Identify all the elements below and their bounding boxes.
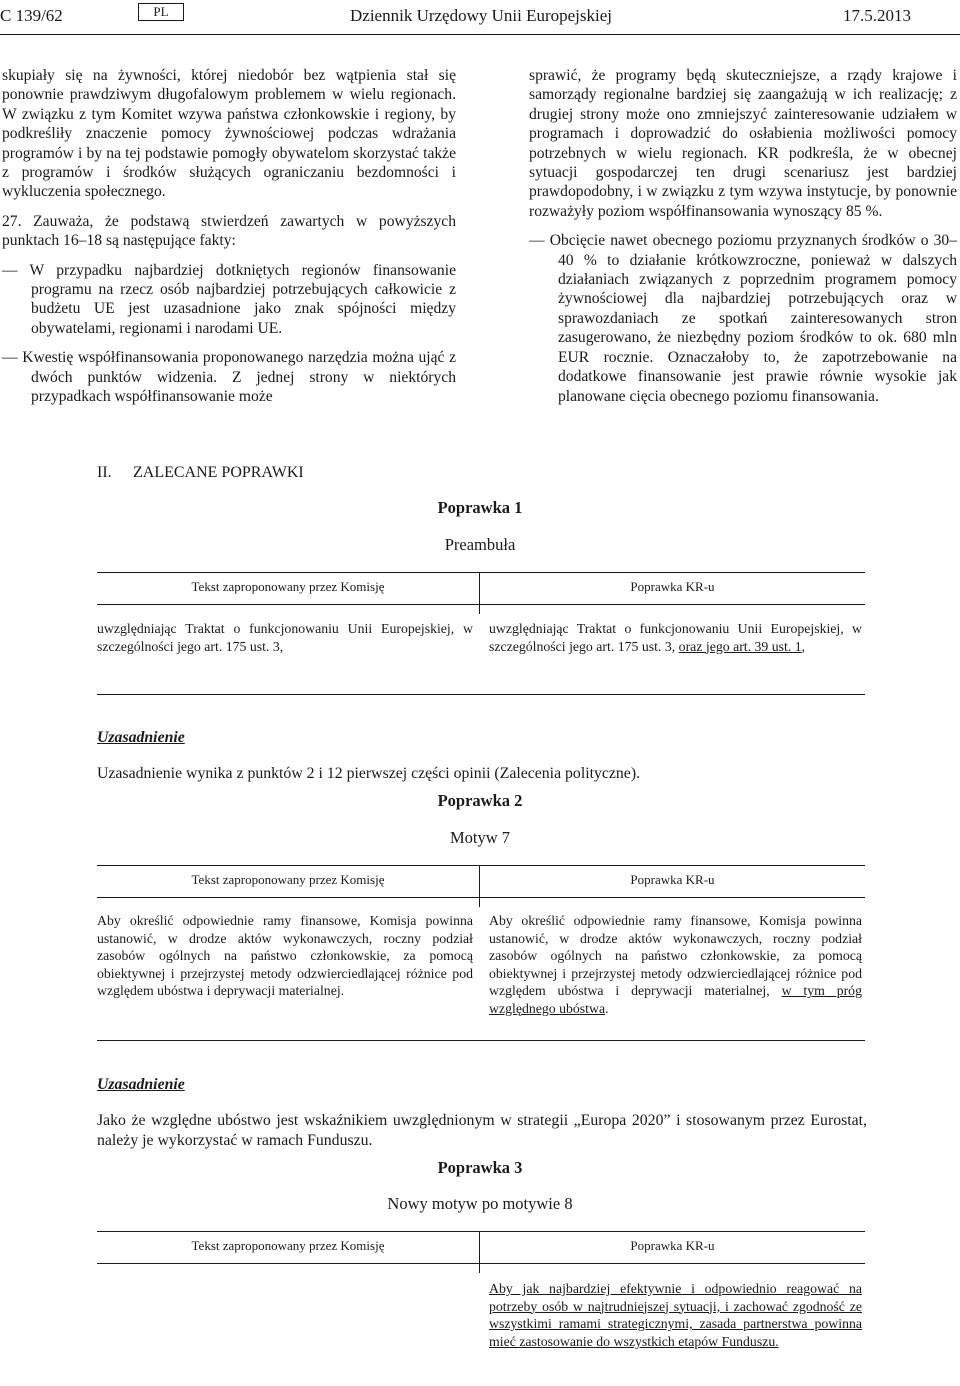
table-1-header-left: Tekst zaproponowany przez Komisję — [191, 579, 385, 594]
table-3-header-rule — [97, 1263, 865, 1264]
table-3-header-left: Tekst zaproponowany przez Komisję — [191, 1238, 385, 1253]
left-paragraph: skupiały się na żywności, której niedobór bez wątpienia stał się ponownie prawdziwym długofalowym problemem w wielu regionach. W związku z tym Komitet wzywa państwa członkowskie i regiony, by podkreśliły znaczenie pomocy żywnościowej podczas wdrażania programów i by na tej podstawie pomogły obywatelom skorzystać także z programów i środków służących ograniczaniu bezdomności i wykluczenia społecznego. — [2, 67, 456, 201]
amendment-3-inserted-text: Aby jak najbardziej efektywnie i odpowiednio reagować na potrzeby osób w najtrudniejszej sytuacji, i zachować zgodność ze wszystkimi ramami strategicznymi, zasada partnerstwa powinna mieć zastosowanie do wszystkich etapów Funduszu. — [489, 1281, 862, 1349]
table-2-header-right: Poprawka KR-u — [630, 872, 715, 887]
table-2-header-left: Tekst zaproponowany przez Komisję — [191, 872, 385, 887]
header-rule — [0, 34, 960, 35]
amendment-2-cor-text: Aby określić odpowiednie ramy finansowe, Komisja powinna ustanowić, w drodze aktów wykonawczych, roczny podział zasobów ogólnych na państwo członkowskie, za pomocą obiektywnej i przejrzystej metody odzwierciedlającej różnice pod względem ubóstwa i deprywacji materialnej, w tym próg względnego ubóstwa. — [489, 913, 862, 1016]
table-1-top-rule — [97, 572, 865, 573]
table-3-top-rule — [97, 1231, 865, 1232]
amendment-1-commission-text: uwzględniając Traktat o funkcjonowaniu Unii Europejskiej, w szczególności jego art. 175 ust. 3, — [97, 621, 473, 654]
journal-date: 17.5.2013 — [843, 6, 911, 25]
amendment-3-title: Poprawka 3 — [437, 1158, 523, 1177]
amendment-3-cor-text — [489, 1280, 862, 1350]
section-number: II. — [97, 464, 112, 481]
right-column — [529, 66, 957, 406]
amendment-2-title: Poprawka 2 — [437, 791, 523, 810]
amendment-2-subtitle: Motyw 7 — [449, 828, 511, 847]
journal-title: Dziennik Urzędowy Unii Europejskiej — [350, 6, 613, 25]
table-1-bottom-rule — [97, 694, 865, 695]
amendment-1-title: Poprawka 1 — [437, 498, 523, 517]
section-title: ZALECANE POPRAWKI — [133, 464, 304, 481]
bullet-financing: — W przypadku najbardziej dotkniętych regionów finansowanie programu na rzecz osób najbardziej potrzebujących całkowicie z budżetu UE jest uzasadnione jako znak spójności między obywatelami, regionami i narodami UE. — [2, 261, 456, 337]
table-2-top-rule — [97, 865, 865, 866]
justification-1-label: Uzasadnienie — [97, 729, 185, 746]
bullet-cofinancing: — Kwestię współfinansowania proponowanego narzędzia można ująć z dwóch punktów widzenia. Z jednej strony w niektórych przypadkach współfinansowanie może — [2, 349, 456, 406]
justification-1-text: Uzasadnienie wynika z punktów 2 i 12 pierwszej części opinii (Zalecenia polityczne). — [97, 765, 641, 782]
amendment-2-commission-text: Aby określić odpowiednie ramy finansowe, Komisja powinna ustanowić, w drodze aktów wykonawczych, roczny podział zasobów ogólnych na państwo członkowskie, za pomocą obiektywnej i przejrzystej metody odzwierciedlającej różnice pod względem ubóstwa i deprywacji materialnej. — [97, 913, 473, 999]
point-27: 27. Zauważa, że podstawą stwierdzeń zawartych w powyższych punktach 16–18 są następujące fakty: — [2, 212, 456, 250]
right-paragraph: sprawić, że programy będą skuteczniejsze, a rządy krajowe i samorządy regionalne bardziej się zaangażują w ich realizację; z drugiej strony może ono zmniejszyć zainteresowanie udziałem w programach i doprowadzić do osłabienia możliwości pomocy potrzebnych w wielu regionach. KR podkreśla, że w obecnej sytuacji gospodarczej ten drugi scenariusz jest bardziej prawdopodobny, i w związku z tym wzywa instytucje, by ponownie rozważyły poziom współfinansowania wynoszący 85 %. — [529, 67, 957, 220]
journal-reference: C 139/62 — [0, 6, 63, 25]
table-2-bottom-rule — [97, 1040, 865, 1041]
amendment-1-cor-text: uwzględniając Traktat o funkcjonowaniu Unii Europejskiej, w szczególności jego art. 175 ust. 3, oraz jego art. 39 ust. 1, — [489, 621, 862, 654]
amendment-3-subtitle: Nowy motyw po motywie 8 — [387, 1194, 573, 1213]
amendment-1-inserted-text: oraz jego art. 39 ust. 1 — [678, 638, 802, 654]
bullet-funding-cut: — Obcięcie nawet obecnego poziomu przyznanych środków o 30–40 % to działanie krótkowzroczne, ponieważ w dalszych działaniach związanych z poprzednim programem pomocy żywnościowej dla najbardziej potrzebujących oraz w sprawozdaniach ze spotkań zainteresowanych stron zasugerowano, że niezbędny poziom środków to ok. 680 mln EUR rocznie. Oznaczałoby to, że zapotrzebowanie na dodatkowe finansowanie jest prawie równie wysokie jak planowane cięcia obecnego poziomu finansowania. — [529, 232, 957, 405]
amendment-2-inserted-text: w tym próg względnego ubóstwa — [489, 983, 862, 1016]
table-1-header-rule — [97, 604, 865, 605]
table-3-header-right: Poprawka KR-u — [630, 1238, 715, 1253]
table-1-header-right: Poprawka KR-u — [630, 579, 715, 594]
language-badge: PL — [138, 3, 184, 21]
amendment-1-subtitle: Preambuła — [444, 535, 516, 554]
justification-2-text: Jako że względne ubóstwo jest wskaźnikiem uwzględnionym w strategii „Europa 2020” i stosowanym przez Eurostat, należy je wykorzystać w ramach Funduszu. — [97, 1112, 867, 1149]
table-2-header-rule — [97, 897, 865, 898]
left-column — [2, 66, 456, 407]
justification-2-label: Uzasadnienie — [97, 1076, 185, 1093]
